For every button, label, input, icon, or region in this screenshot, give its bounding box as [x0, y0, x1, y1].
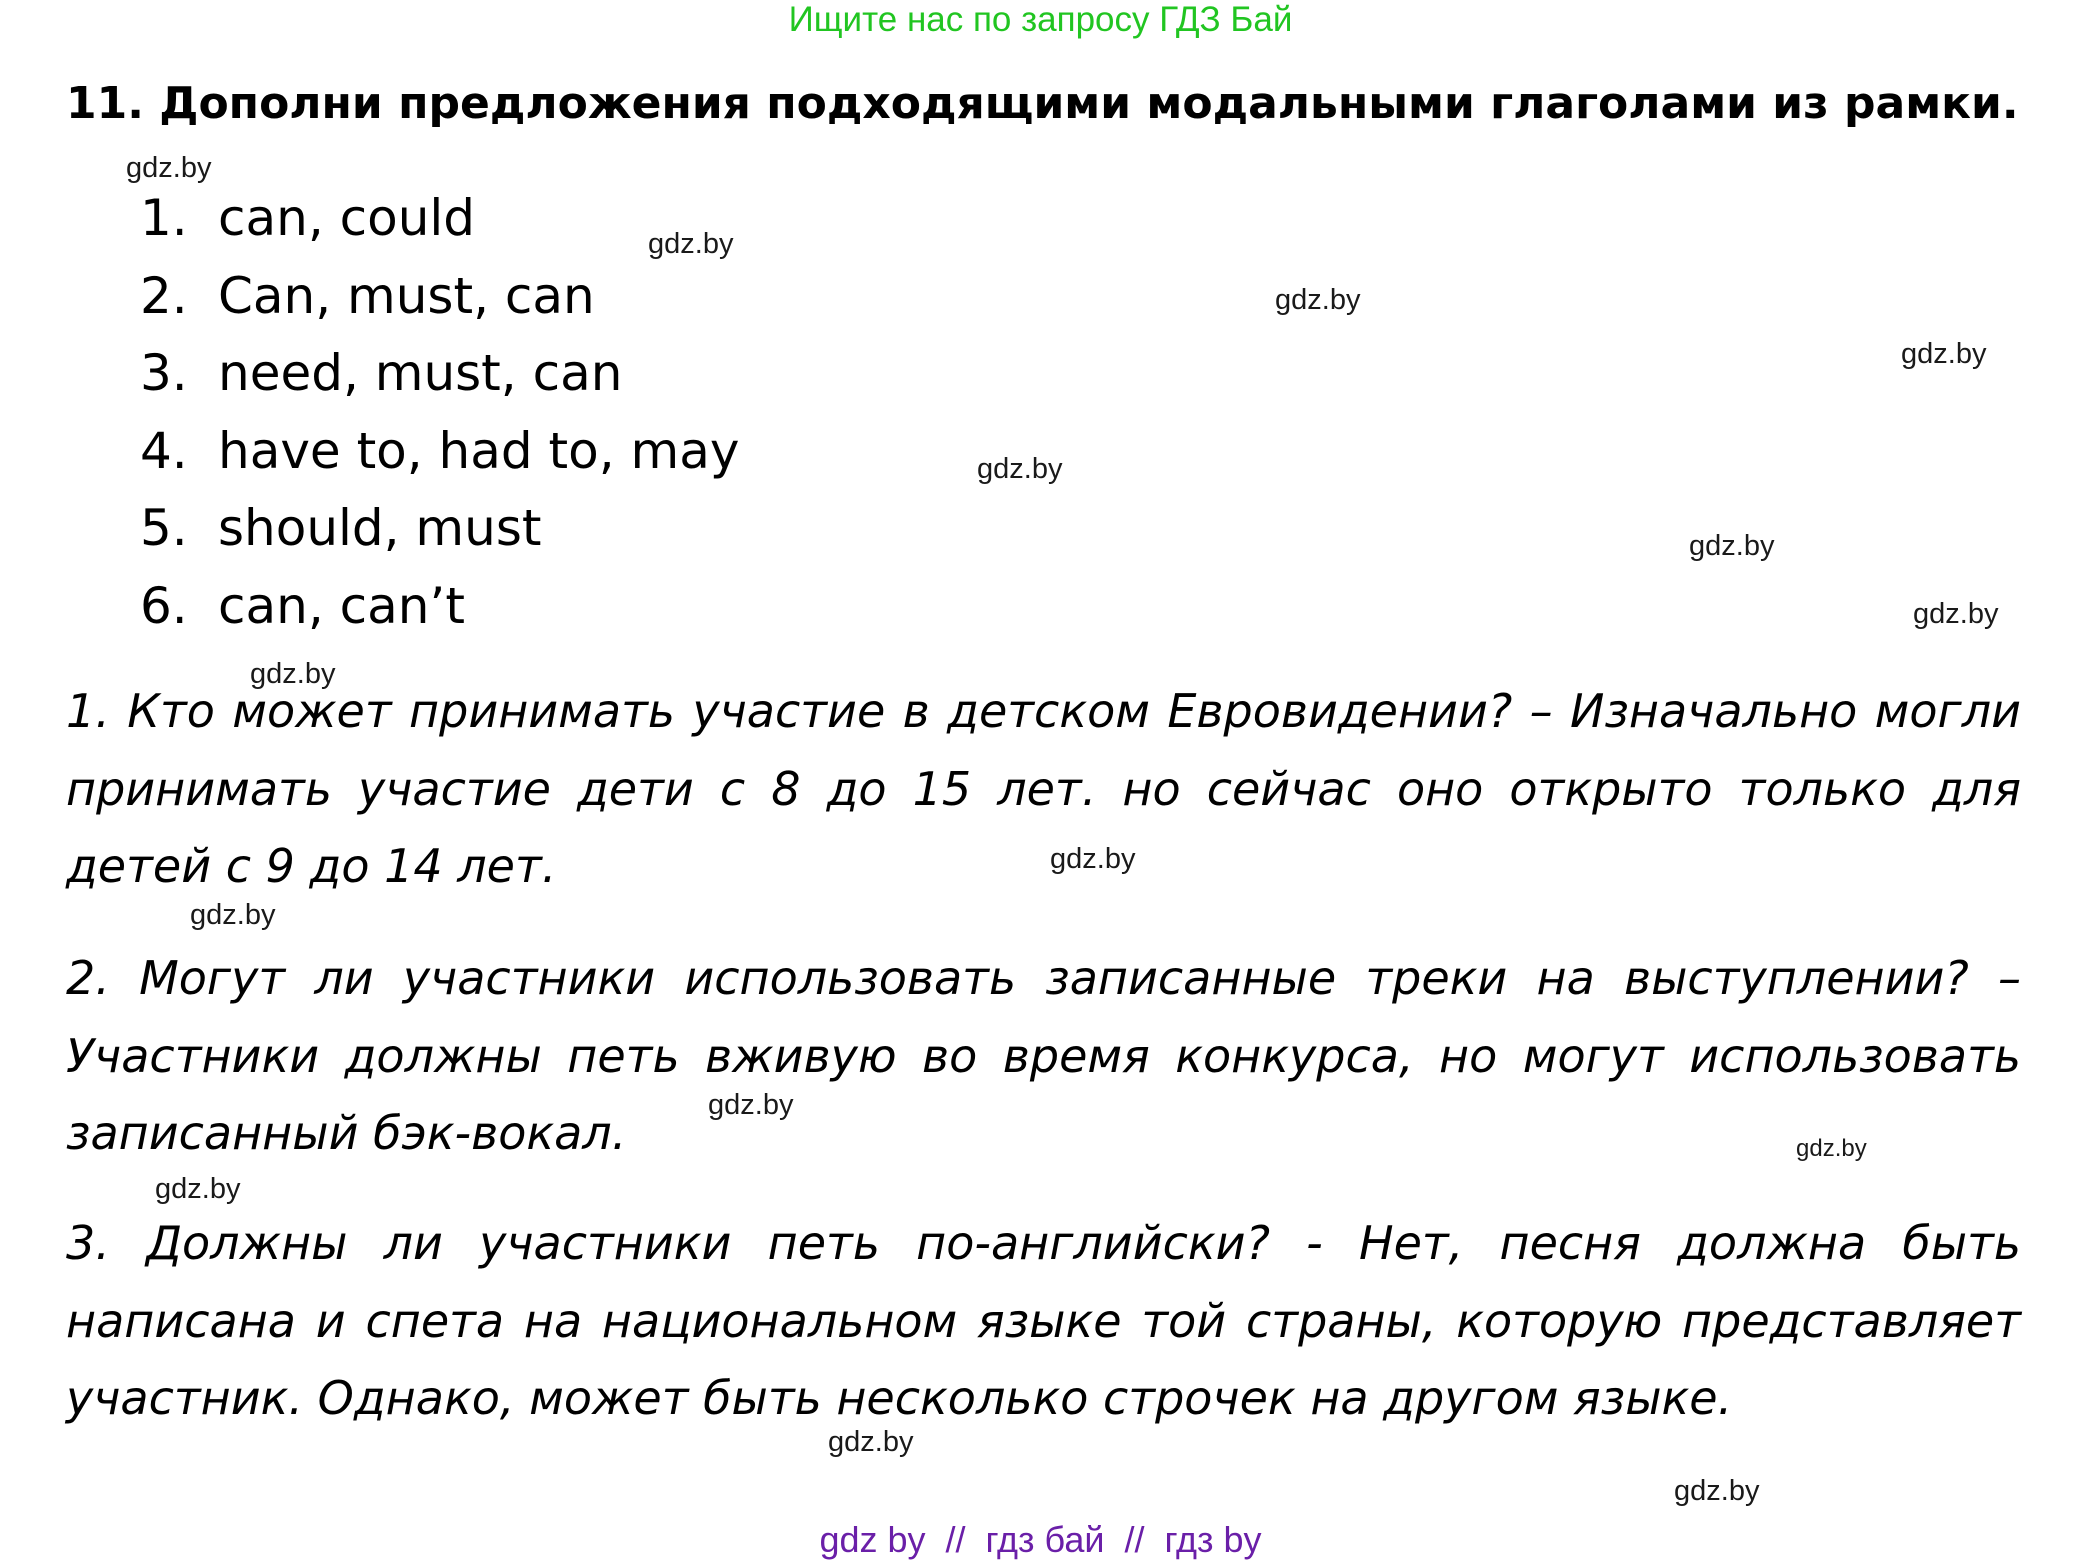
answer-text: Can, must, can [218, 266, 595, 325]
answer-text: need, must, can [218, 344, 623, 402]
answer-number: 1. [140, 189, 188, 247]
watermark: gdz.by [648, 228, 734, 260]
watermark: gdz.by [708, 1089, 794, 1121]
watermark: gdz.by [190, 899, 276, 931]
answer-text: can, can’t [218, 576, 465, 635]
watermark: gdz.by [977, 453, 1063, 485]
answer-number: 5. [140, 499, 188, 557]
watermark: gdz.by [1275, 284, 1361, 316]
watermark: gdz.by [1674, 1475, 1760, 1507]
translation-paragraph-1: 1. Кто может принимать участие в детском Евровидении? – Изначально могли принимать участие дети с 8 до 15 лет. но сейчас оно открыто только для детей с 9 до 14 лет. [66, 684, 2021, 893]
watermark: gdz.by [1901, 338, 1987, 370]
watermark: gdz.by [1689, 530, 1775, 562]
watermark: gdz.by [126, 152, 212, 184]
search-banner: Ищите нас по запросу ГДЗ Бай [788, 0, 1293, 39]
answer-number: 3. [140, 344, 188, 402]
footer-links: gdz by // гдз бай // гдз by [819, 1519, 1262, 1560]
answer-number: 6. [140, 576, 188, 635]
answer-text: should, must [218, 499, 542, 557]
translation-paragraph-2: 2. Могут ли участники использовать записанные треки на выступлении? – Участники должны петь вживую во время конкурса, но могут использовать записанный бэк-вокал. [66, 951, 2021, 1160]
answer-item [140, 490, 739, 568]
watermark: gdz.by [1050, 843, 1136, 875]
answer-number: 2. [140, 266, 188, 325]
watermark: gdz.by [250, 658, 336, 690]
answer-text: can, could [218, 189, 476, 247]
answer-item [140, 568, 739, 646]
watermark: gdz.by [1796, 1135, 1867, 1162]
answer-item [140, 413, 739, 491]
watermark: gdz.by [828, 1426, 914, 1458]
answer-item [140, 258, 739, 336]
answer-number: 4. [140, 421, 188, 480]
translation-paragraph-3: 3. Должны ли участники петь по-английски? - Нет, песня должна быть написана и спета на национальном языке той страны, которую представляет участник. Однако, может быть несколько строчек на другом языке. [66, 1216, 2021, 1425]
answer-item [140, 335, 739, 413]
watermark: gdz.by [1913, 598, 1999, 630]
task-title: 11. Дополни предложения подходящими модальными глаголами из рамки. [66, 78, 2019, 129]
watermark: gdz.by [155, 1173, 241, 1205]
answer-text: have to, had to, may [218, 421, 740, 480]
